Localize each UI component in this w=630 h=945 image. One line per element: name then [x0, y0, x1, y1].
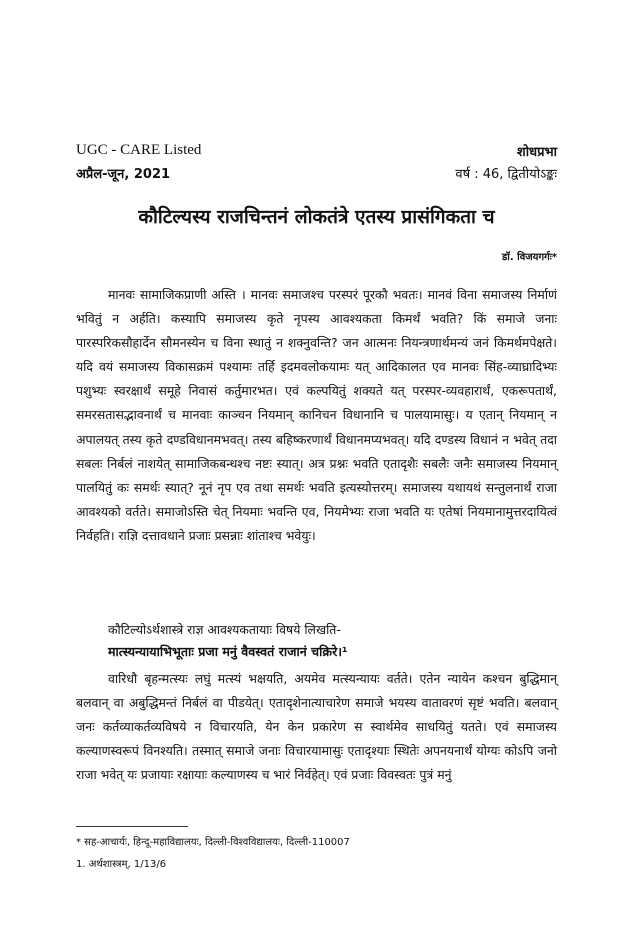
- footnote-author-affiliation: * सह-आचार्यः, हिन्दू-महाविद्यालयः, दिल्ली-विश्वविद्यालयः, दिल्ली-110007: [76, 837, 350, 848]
- paragraph-1: [76, 283, 557, 548]
- footnote-rule: [76, 826, 188, 827]
- paragraph-3: [76, 667, 557, 787]
- issue-months: अप्रैल-जून, 2021: [76, 167, 171, 182]
- article-title: कौटिल्यस्य राजचिन्तनं लोकतंत्रे एतस्य प्रासंगिकता च: [138, 206, 495, 228]
- volume-issue: वर्ष : 46, द्वितीयोऽङ्कः: [455, 167, 557, 182]
- journal-name: शोधप्रभा: [516, 145, 557, 160]
- footnote-1: 1. अर्थशास्त्रम्, 1/13/6: [76, 859, 167, 870]
- paragraph-3-text: वारिधौ बृहन्मत्स्यः लघुं मत्स्यं भक्षयति, अयमेव मत्स्यन्यायः वर्तते। एतेन न्यायेन कश्चन बुद्धिमान् बलवान् वा अबुद्धिमन्तं निर्बलं वा पीडयेत्। एतादृशेनात्याचारेण समाजे भयस्य वातावरणं सृष्टं भवति। बलवान् जनः कर्तव्याकर्तव्यविषये न विचारयति, येन केन प्रकारेण स स्वार्थमेव साधयितुं यतते। एवं समाजस्य कल्याणस्वरूपं विनश्यति। तस्मात् समाजे जनाः विचारयामासुः एतादृश्याः स्थितेः अपनयनार्थं योग्यः कोऽपि जनो राजा भवेत् यः प्रजायाः रक्षायाः कल्याणस्य च भारं निर्वहेत्। एवं प्रजाः विवस्वतः पुत्रं मनुं: [76, 671, 557, 783]
- quoted-verse: मात्स्यन्यायाभिभूताः प्रजा मनुं वैवस्वतं राजानं चक्रिरे।¹: [108, 644, 348, 659]
- paragraph-1-text: मानवः सामाजिकप्राणी अस्ति । मानवः समाजश्च परस्परं पूरकौ भवतः। मानवं विना समाजस्य निर्माणं भवितुं न अर्हति। कस्यापि समाजस्य कृते नृपस्य आवश्यकता किमर्थं भवति? किं समाजे जनाः पारस्परिकसौहार्देन सौमनस्येन च विना स्थातुं न शक्नुवन्ति? जन आत्मनः नियन्त्रणार्थमन्यं जनं किमर्थमपेक्षते। यदि वयं समाजस्य विकासक्रमं पश्यामः तर्हि इदमवलोकयामः यत् आदिकालत एव मानवः सिंह-व्याघ्रादिभ्यः पशुभ्यः स्वरक्षार्थं समूहे निवासं कर्तुमारभत। एवं कल्पयितुं शक्यते यत् परस्पर-व्यवहारार्थं, एकरूपतार्थं, समरसतासद्भावनार्थं च मानवाः काञ्चन नियमान् कानिचन विधानानि च पालयामासुः। य एतान् नियमान् न अपालयत् तस्य कृते दण्डविधानमभवत्। तस्य बहिष्करणार्थं विधानमप्यभवत्। यदि दण्डस्य विधानं न भवेत् तदा सबलः निर्बलं नाशयेत् सामाजिकबन्धश्च नष्टः स्यात्। अत्र प्रश्नः भवति एतादृशैः सबलैः जनैः समाजस्य नियमान् पालयितुं कः समर्थः स्यात्? नूनं नृप एव तथा समर्थः भवति इत्यस्योत्तरम्। समाजस्य यथायथं सन्तुलनार्थं राजा आवश्यको वर्तते। समाजोऽस्ति चेत् नियमाः भवन्ति एव, नियमेभ्यः राजा भवति यः एतेषां नियमानामुत्तरदायित्वं निर्वहति। राज्ञि दत्तावधाने प्रजाः प्रसन्नाः शांताश्च भवेयुः।: [76, 287, 557, 543]
- author-name: डॉ. विजयगर्गः*: [501, 252, 557, 263]
- ugc-care-label: UGC - CARE Listed: [76, 142, 202, 158]
- paragraph-2: कौटिल्योऽर्थशास्त्रे राज्ञ आवश्यकतायाः विषये लिखति-: [108, 622, 341, 637]
